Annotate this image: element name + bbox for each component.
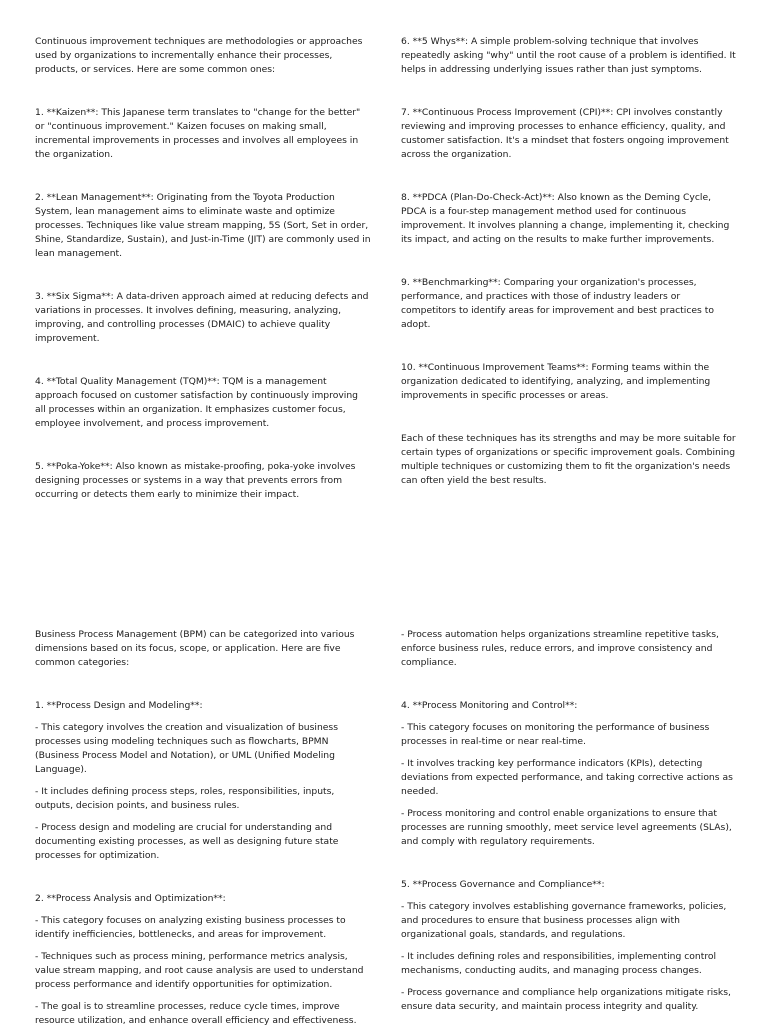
bpm-category-title: 1. **Process Design and Modeling**: (35, 700, 203, 711)
bpm-category-bullet: - Techniques such as process mining, performance metrics analysis, value stream mapping, and root cause analysis are used to understand process performance and identify opportunities for optimization. (35, 951, 364, 990)
bpm-category-title: 2. **Process Analysis and Optimization**: (35, 893, 226, 904)
ci-conclusion-paragraph: Each of these techniques has its strengths and may be more suitable for certain types of organizations or specific improvement goals. Combining multiple techniques or customizing them to fit the organization's needs can often yield the best results. (401, 433, 736, 486)
ci-item-5-whys: 6. **5 Whys**: A simple problem-solving technique that involves repeatedly asking "why" until the root cause of a problem is identified. It helps in addressing underlying issues rather than just symptoms. (401, 36, 736, 75)
bpm-intro-paragraph: Business Process Management (BPM) can be categorized into various dimensions based on its focus, scope, or application. Here are five common categories: (35, 629, 355, 668)
bpm-category-bullet: - This category focuses on monitoring the performance of business processes in real-time or near real-time. (401, 722, 710, 747)
ci-item-pdca: 8. **PDCA (Plan-Do-Check-Act)**: Also known as the Deming Cycle, PDCA is a four-step management method used for continuous improvement. It involves planning a change, implementing it, checking its impact, and acting on the results to make further improvements. (401, 192, 730, 245)
ci-item-six-sigma: 3. **Six Sigma**: A data-driven approach aimed at reducing defects and variations in processes. It involves defining, measuring, analyzing, improving, and controlling processes (DMAIC) to achieve quality improvement. (35, 291, 369, 344)
bpm-category-title: 4. **Process Monitoring and Control**: (401, 700, 578, 711)
ci-item-improvement-teams: 10. **Continuous Improvement Teams**: Forming teams within the organization dedicated to identifying, analyzing, and implementing improvements in specific processes or areas. (401, 362, 711, 401)
bpm-category-bullet: - This category involves establishing governance frameworks, policies, and procedures to ensure that business processes align with organizational goals, standards, and regulations. (401, 901, 727, 940)
bpm-category-bullet: - This category involves the creation and visualization of business processes using modeling techniques such as flowcharts, BPMN (Business Process Model and Notation), or UML (Unified Modeling Language). (35, 722, 338, 775)
bpm-category-bullet: - It includes defining roles and responsibilities, implementing control mechanisms, conducting audits, and managing process changes. (401, 951, 717, 976)
bpm-category-bullet: - Process design and modeling are crucial for understanding and documenting existing processes, as well as designing future state processes for optimization. (35, 822, 339, 861)
ci-item-cpi: 7. **Continuous Process Improvement (CPI)**: CPI involves constantly reviewing and improving processes to enhance efficiency, quality, and customer satisfaction. It's a mindset that fosters ongoing improvement across the organization. (401, 107, 729, 160)
bpm-category-bullet: - It includes defining process steps, roles, responsibilities, inputs, outputs, decision points, and business rules. (35, 786, 335, 811)
bpm-category-bullet: - Process automation helps organizations streamline repetitive tasks, enforce business rules, reduce errors, and improve consistency and compliance. (401, 629, 719, 668)
ci-item-tqm: 4. **Total Quality Management (TQM)**: TQM is a management approach focused on customer satisfaction by continuously improving all processes within an organization. It emphasizes customer focus, employee involvement, and process improvement. (35, 376, 358, 429)
continuous-improvement-column-left (35, 35, 371, 502)
continuous-improvement-column-right (401, 35, 737, 488)
ci-item-lean-management: 2. **Lean Management**: Originating from the Toyota Production System, lean management aims to eliminate waste and optimize processes. Techniques like value stream mapping, 5S (Sort, Set in order, Shine, Standardize, Sustain), and Just-in-Time (JIT) are commonly used in lean management. (35, 192, 371, 259)
ci-item-benchmarking: 9. **Benchmarking**: Comparing your organization's processes, performance, and practices with those of industry leaders or competitors to identify areas for improvement and best practices to adopt. (401, 277, 714, 330)
ci-item-kaizen: 1. **Kaizen**: This Japanese term translates to "change for the better" or "continuous improvement." Kaizen focuses on making small, incremental improvements in processes and involves all employees in the organization. (35, 107, 361, 160)
bpm-category-title: 5. **Process Governance and Compliance**: (401, 879, 605, 890)
bpm-category-bullet: - Process monitoring and control enable organizations to ensure that processes are running smoothly, meet service level agreements (SLAs), and comply with regulatory requirements. (401, 808, 732, 847)
bpm-category-bullet: - The goal is to streamline processes, reduce cycle times, improve resource utilization, and enhance overall efficiency and effectiveness. (35, 1001, 357, 1026)
bpm-column-right (401, 628, 737, 1014)
ci-intro-paragraph: Continuous improvement techniques are methodologies or approaches used by organizations to incrementally enhance their processes, products, or services. Here are some common ones: (35, 36, 363, 75)
ci-item-poka-yoke: 5. **Poka-Yoke**: Also known as mistake-proofing, poka-yoke involves designing processes or systems in a way that prevents errors from occurring or detects them early to minimize their impact. (35, 461, 356, 500)
bpm-column-left (35, 628, 371, 1028)
bpm-category-bullet: - Process governance and compliance help organizations mitigate risks, ensure data security, and maintain process integrity and quality. (401, 987, 731, 1012)
bpm-category-bullet: - It involves tracking key performance indicators (KPIs), detecting deviations from expected performance, and taking corrective actions as needed. (401, 758, 733, 797)
bpm-category-bullet: - This category focuses on analyzing existing business processes to identify inefficiencies, bottlenecks, and areas for improvement. (35, 915, 346, 940)
